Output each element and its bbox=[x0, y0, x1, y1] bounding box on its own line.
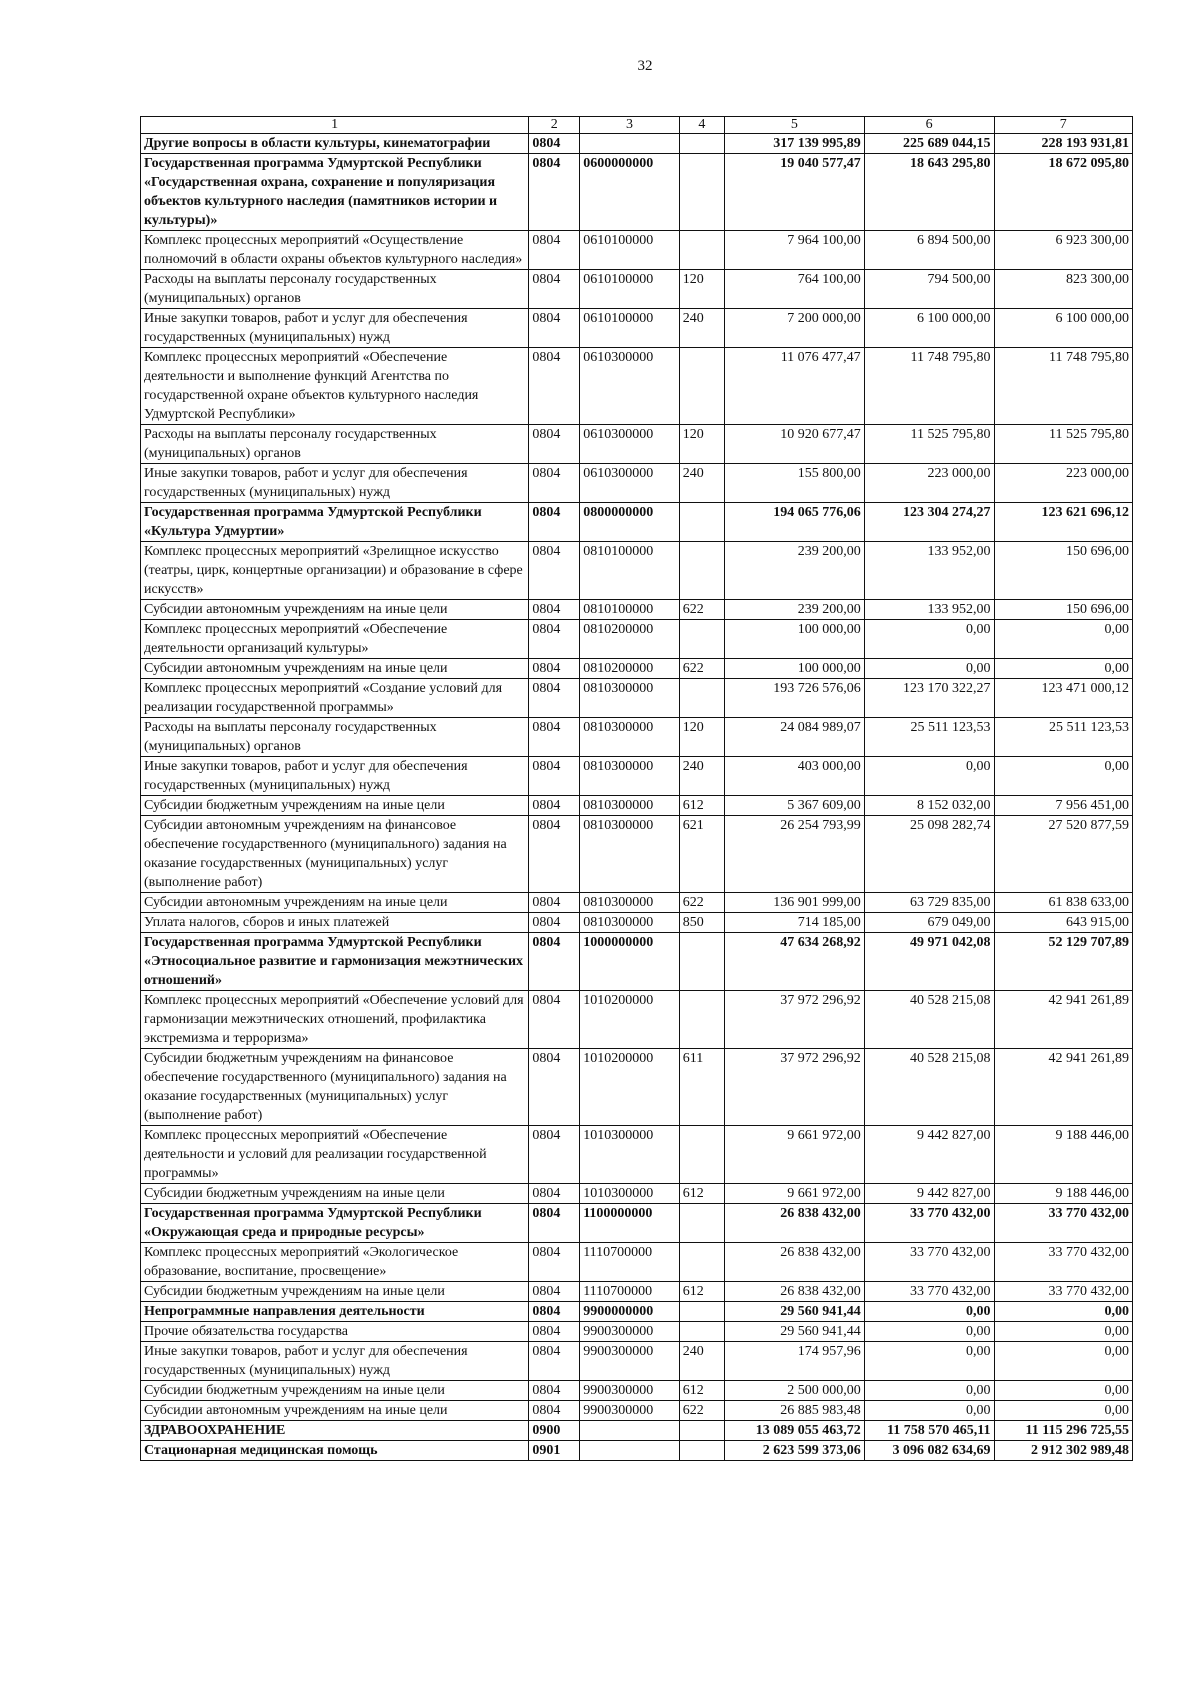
section-code: 0804 bbox=[529, 913, 580, 933]
amount-col5: 174 957,96 bbox=[725, 1342, 865, 1381]
expense-type-code: 120 bbox=[679, 718, 724, 757]
amount-col5: 26 254 793,99 bbox=[725, 816, 865, 893]
table-row bbox=[141, 348, 1133, 425]
amount-col5: 7 964 100,00 bbox=[725, 231, 865, 270]
table-row bbox=[141, 1401, 1133, 1421]
budget-table bbox=[140, 116, 1133, 1461]
amount-col7: 0,00 bbox=[994, 620, 1133, 659]
target-article-code: 9900300000 bbox=[580, 1381, 680, 1401]
amount-col6: 63 729 835,00 bbox=[864, 893, 994, 913]
amount-col6: 679 049,00 bbox=[864, 913, 994, 933]
section-code: 0804 bbox=[529, 1243, 580, 1282]
amount-col6: 0,00 bbox=[864, 620, 994, 659]
target-article-code: 1010200000 bbox=[580, 1049, 680, 1126]
section-code: 0804 bbox=[529, 309, 580, 348]
amount-col5: 403 000,00 bbox=[725, 757, 865, 796]
target-article-code: 0810200000 bbox=[580, 620, 680, 659]
expense-name: Комплекс процессных мероприятий «Создание условий для реализации государственной программы» bbox=[141, 679, 529, 718]
expense-name: Субсидии автономным учреждениям на иные цели bbox=[141, 600, 529, 620]
expense-type-code bbox=[679, 348, 724, 425]
expense-type-code bbox=[679, 231, 724, 270]
expense-name: Комплекс процессных мероприятий «Обеспечение деятельности и выполнение функций Агентства по государственной охране объектов культурного наследия Удмуртской Республики» bbox=[141, 348, 529, 425]
amount-col5: 155 800,00 bbox=[725, 464, 865, 503]
table-row bbox=[141, 1381, 1133, 1401]
table-row bbox=[141, 991, 1133, 1049]
section-code: 0804 bbox=[529, 1381, 580, 1401]
section-code: 0804 bbox=[529, 1049, 580, 1126]
amount-col5: 239 200,00 bbox=[725, 542, 865, 600]
table-row bbox=[141, 154, 1133, 231]
amount-col6: 40 528 215,08 bbox=[864, 991, 994, 1049]
expense-name: Иные закупки товаров, работ и услуг для обеспечения государственных (муниципальных) нужд bbox=[141, 757, 529, 796]
expense-name: Комплекс процессных мероприятий «Осуществление полномочий в области охраны объектов культурного наследия» bbox=[141, 231, 529, 270]
expense-type-code: 850 bbox=[679, 913, 724, 933]
expense-name: Стационарная медицинская помощь bbox=[141, 1441, 529, 1461]
expense-type-code bbox=[679, 542, 724, 600]
expense-type-code bbox=[679, 679, 724, 718]
expense-type-code bbox=[679, 933, 724, 991]
target-article-code: 0610300000 bbox=[580, 348, 680, 425]
table-row bbox=[141, 620, 1133, 659]
amount-col7: 0,00 bbox=[994, 1381, 1133, 1401]
amount-col6: 40 528 215,08 bbox=[864, 1049, 994, 1126]
expense-name: Субсидии автономным учреждениям на финансовое обеспечение государственного (муниципального) задания на оказание государственных (муниципальных) услуг (выполнение работ) bbox=[141, 816, 529, 893]
amount-col5: 26 838 432,00 bbox=[725, 1282, 865, 1302]
expense-name: Иные закупки товаров, работ и услуг для обеспечения государственных (муниципальных) нужд bbox=[141, 1342, 529, 1381]
amount-col7: 0,00 bbox=[994, 659, 1133, 679]
target-article-code bbox=[580, 1421, 680, 1441]
amount-col5: 19 040 577,47 bbox=[725, 154, 865, 231]
amount-col6: 8 152 032,00 bbox=[864, 796, 994, 816]
expense-type-code bbox=[679, 154, 724, 231]
section-code: 0804 bbox=[529, 1126, 580, 1184]
expense-name: Субсидии бюджетным учреждениям на иные цели bbox=[141, 1282, 529, 1302]
section-code: 0804 bbox=[529, 679, 580, 718]
table-row bbox=[141, 757, 1133, 796]
target-article-code: 9900000000 bbox=[580, 1302, 680, 1322]
table-row bbox=[141, 425, 1133, 464]
target-article-code: 0810100000 bbox=[580, 600, 680, 620]
table-row bbox=[141, 816, 1133, 893]
section-code: 0804 bbox=[529, 464, 580, 503]
table-row bbox=[141, 1282, 1133, 1302]
amount-col7: 7 956 451,00 bbox=[994, 796, 1133, 816]
table-row bbox=[141, 134, 1133, 154]
amount-col6: 25 098 282,74 bbox=[864, 816, 994, 893]
section-code: 0804 bbox=[529, 1342, 580, 1381]
expense-name: Комплекс процессных мероприятий «Зрелищное искусство (театры, цирк, концертные организации) и образование в сфере искусств» bbox=[141, 542, 529, 600]
expense-name: Расходы на выплаты персоналу государственных (муниципальных) органов bbox=[141, 425, 529, 464]
table-row bbox=[141, 231, 1133, 270]
amount-col7: 0,00 bbox=[994, 1302, 1133, 1322]
expense-type-code bbox=[679, 1126, 724, 1184]
expense-name: Субсидии бюджетным учреждениям на иные цели bbox=[141, 796, 529, 816]
section-code: 0804 bbox=[529, 542, 580, 600]
table-row bbox=[141, 1184, 1133, 1204]
amount-col7: 61 838 633,00 bbox=[994, 893, 1133, 913]
expense-name: Субсидии бюджетным учреждениям на финансовое обеспечение государственного (муниципального) задания на оказание государственных (муниципальных) услуг (выполнение работ) bbox=[141, 1049, 529, 1126]
section-code: 0804 bbox=[529, 503, 580, 542]
table-row bbox=[141, 464, 1133, 503]
amount-col6: 33 770 432,00 bbox=[864, 1282, 994, 1302]
amount-col7: 42 941 261,89 bbox=[994, 1049, 1133, 1126]
target-article-code: 1010200000 bbox=[580, 991, 680, 1049]
expense-type-code: 612 bbox=[679, 1184, 724, 1204]
section-code: 0804 bbox=[529, 1204, 580, 1243]
amount-col5: 136 901 999,00 bbox=[725, 893, 865, 913]
amount-col6: 0,00 bbox=[864, 1322, 994, 1342]
expense-type-code bbox=[679, 1243, 724, 1282]
expense-type-code: 621 bbox=[679, 816, 724, 893]
target-article-code: 0800000000 bbox=[580, 503, 680, 542]
expense-type-code: 622 bbox=[679, 1401, 724, 1421]
amount-col6: 49 971 042,08 bbox=[864, 933, 994, 991]
amount-col5: 7 200 000,00 bbox=[725, 309, 865, 348]
amount-col5: 11 076 477,47 bbox=[725, 348, 865, 425]
amount-col5: 764 100,00 bbox=[725, 270, 865, 309]
target-article-code: 0810300000 bbox=[580, 893, 680, 913]
section-code: 0804 bbox=[529, 1302, 580, 1322]
amount-col5: 239 200,00 bbox=[725, 600, 865, 620]
table-row bbox=[141, 503, 1133, 542]
amount-col5: 13 089 055 463,72 bbox=[725, 1421, 865, 1441]
table-row bbox=[141, 600, 1133, 620]
section-code: 0804 bbox=[529, 893, 580, 913]
amount-col7: 11 525 795,80 bbox=[994, 425, 1133, 464]
section-code: 0804 bbox=[529, 231, 580, 270]
target-article-code: 0810300000 bbox=[580, 796, 680, 816]
expense-type-code: 240 bbox=[679, 757, 724, 796]
expense-type-code bbox=[679, 1204, 724, 1243]
amount-col5: 100 000,00 bbox=[725, 659, 865, 679]
section-code: 0804 bbox=[529, 600, 580, 620]
amount-col6: 25 511 123,53 bbox=[864, 718, 994, 757]
target-article-code: 0810300000 bbox=[580, 913, 680, 933]
section-code: 0804 bbox=[529, 134, 580, 154]
column-number-row bbox=[141, 117, 1133, 134]
amount-col7: 9 188 446,00 bbox=[994, 1126, 1133, 1184]
table-row bbox=[141, 933, 1133, 991]
amount-col6: 794 500,00 bbox=[864, 270, 994, 309]
expense-name: Уплата налогов, сборов и иных платежей bbox=[141, 913, 529, 933]
expense-type-code bbox=[679, 1302, 724, 1322]
target-article-code: 1110700000 bbox=[580, 1243, 680, 1282]
amount-col6: 0,00 bbox=[864, 1342, 994, 1381]
amount-col5: 193 726 576,06 bbox=[725, 679, 865, 718]
column-number: 5 bbox=[725, 117, 865, 134]
amount-col6: 6 894 500,00 bbox=[864, 231, 994, 270]
section-code: 0900 bbox=[529, 1421, 580, 1441]
amount-col5: 37 972 296,92 bbox=[725, 991, 865, 1049]
amount-col7: 11 748 795,80 bbox=[994, 348, 1133, 425]
expense-name: Субсидии автономным учреждениям на иные цели bbox=[141, 659, 529, 679]
amount-col5: 26 838 432,00 bbox=[725, 1243, 865, 1282]
amount-col7: 823 300,00 bbox=[994, 270, 1133, 309]
target-article-code: 0810300000 bbox=[580, 679, 680, 718]
target-article-code: 0610300000 bbox=[580, 464, 680, 503]
table-row bbox=[141, 1302, 1133, 1322]
expense-name: Расходы на выплаты персоналу государственных (муниципальных) органов bbox=[141, 270, 529, 309]
column-number: 7 bbox=[994, 117, 1133, 134]
expense-name: Прочие обязательства государства bbox=[141, 1322, 529, 1342]
expense-name: Комплекс процессных мероприятий «Обеспечение деятельности и условий для реализации государственной программы» bbox=[141, 1126, 529, 1184]
amount-col7: 33 770 432,00 bbox=[994, 1243, 1133, 1282]
amount-col6: 0,00 bbox=[864, 1302, 994, 1322]
amount-col6: 11 758 570 465,11 bbox=[864, 1421, 994, 1441]
amount-col6: 123 170 322,27 bbox=[864, 679, 994, 718]
amount-col5: 714 185,00 bbox=[725, 913, 865, 933]
amount-col6: 33 770 432,00 bbox=[864, 1204, 994, 1243]
expense-type-code: 612 bbox=[679, 1381, 724, 1401]
table-row bbox=[141, 718, 1133, 757]
amount-col7: 6 100 000,00 bbox=[994, 309, 1133, 348]
expense-name: Иные закупки товаров, работ и услуг для обеспечения государственных (муниципальных) нужд bbox=[141, 464, 529, 503]
target-article-code bbox=[580, 1441, 680, 1461]
expense-name: ЗДРАВООХРАНЕНИЕ bbox=[141, 1421, 529, 1441]
table-row bbox=[141, 913, 1133, 933]
amount-col6: 0,00 bbox=[864, 757, 994, 796]
target-article-code: 0810100000 bbox=[580, 542, 680, 600]
expense-name: Иные закупки товаров, работ и услуг для обеспечения государственных (муниципальных) нужд bbox=[141, 309, 529, 348]
amount-col7: 150 696,00 bbox=[994, 600, 1133, 620]
amount-col6: 6 100 000,00 bbox=[864, 309, 994, 348]
target-article-code: 0610300000 bbox=[580, 425, 680, 464]
amount-col5: 37 972 296,92 bbox=[725, 1049, 865, 1126]
table-row bbox=[141, 1243, 1133, 1282]
target-article-code: 0810300000 bbox=[580, 757, 680, 796]
expense-name: Комплекс процессных мероприятий «Обеспечение деятельности организаций культуры» bbox=[141, 620, 529, 659]
amount-col7: 0,00 bbox=[994, 1342, 1133, 1381]
target-article-code: 9900300000 bbox=[580, 1401, 680, 1421]
amount-col5: 29 560 941,44 bbox=[725, 1322, 865, 1342]
amount-col7: 52 129 707,89 bbox=[994, 933, 1133, 991]
amount-col7: 223 000,00 bbox=[994, 464, 1133, 503]
expense-name: Непрограммные направления деятельности bbox=[141, 1302, 529, 1322]
table-row bbox=[141, 270, 1133, 309]
expense-type-code: 612 bbox=[679, 796, 724, 816]
section-code: 0804 bbox=[529, 1322, 580, 1342]
target-article-code: 0810200000 bbox=[580, 659, 680, 679]
expense-name: Государственная программа Удмуртской Республики «Культура Удмуртии» bbox=[141, 503, 529, 542]
target-article-code: 9900300000 bbox=[580, 1322, 680, 1342]
amount-col6: 133 952,00 bbox=[864, 600, 994, 620]
target-article-code: 0610100000 bbox=[580, 270, 680, 309]
section-code: 0804 bbox=[529, 991, 580, 1049]
section-code: 0804 bbox=[529, 1184, 580, 1204]
expense-type-code bbox=[679, 134, 724, 154]
section-code: 0804 bbox=[529, 425, 580, 464]
amount-col5: 317 139 995,89 bbox=[725, 134, 865, 154]
column-number: 4 bbox=[679, 117, 724, 134]
section-code: 0804 bbox=[529, 659, 580, 679]
expense-name: Комплекс процессных мероприятий «Обеспечение условий для гармонизации межэтнических отношений, профилактика экстремизма и терроризма» bbox=[141, 991, 529, 1049]
table-row bbox=[141, 796, 1133, 816]
expense-name: Субсидии бюджетным учреждениям на иные цели bbox=[141, 1381, 529, 1401]
amount-col7: 42 941 261,89 bbox=[994, 991, 1133, 1049]
column-number: 6 bbox=[864, 117, 994, 134]
amount-col7: 2 912 302 989,48 bbox=[994, 1441, 1133, 1461]
expense-type-code: 622 bbox=[679, 600, 724, 620]
target-article-code: 1110700000 bbox=[580, 1282, 680, 1302]
section-code: 0901 bbox=[529, 1441, 580, 1461]
amount-col7: 0,00 bbox=[994, 757, 1133, 796]
column-number: 1 bbox=[141, 117, 529, 134]
expense-name: Государственная программа Удмуртской Республики «Этносоциальное развитие и гармонизация межэтнических отношений» bbox=[141, 933, 529, 991]
expense-name: Расходы на выплаты персоналу государственных (муниципальных) органов bbox=[141, 718, 529, 757]
amount-col7: 11 115 296 725,55 bbox=[994, 1421, 1133, 1441]
table-row bbox=[141, 309, 1133, 348]
expense-name: Субсидии автономным учреждениям на иные цели bbox=[141, 1401, 529, 1421]
amount-col7: 0,00 bbox=[994, 1322, 1133, 1342]
table-row bbox=[141, 1049, 1133, 1126]
target-article-code: 1010300000 bbox=[580, 1184, 680, 1204]
table-row bbox=[141, 659, 1133, 679]
section-code: 0804 bbox=[529, 933, 580, 991]
amount-col7: 0,00 bbox=[994, 1401, 1133, 1421]
expense-type-code: 622 bbox=[679, 893, 724, 913]
amount-col6: 11 748 795,80 bbox=[864, 348, 994, 425]
table-row bbox=[141, 1322, 1133, 1342]
expense-type-code: 240 bbox=[679, 464, 724, 503]
expense-type-code bbox=[679, 1421, 724, 1441]
expense-name: Субсидии автономным учреждениям на иные цели bbox=[141, 893, 529, 913]
expense-type-code: 120 bbox=[679, 425, 724, 464]
section-code: 0804 bbox=[529, 154, 580, 231]
target-article-code: 1000000000 bbox=[580, 933, 680, 991]
table-row bbox=[141, 542, 1133, 600]
amount-col7: 18 672 095,80 bbox=[994, 154, 1133, 231]
expense-name: Государственная программа Удмуртской Республики «Окружающая среда и природные ресурсы» bbox=[141, 1204, 529, 1243]
amount-col6: 33 770 432,00 bbox=[864, 1243, 994, 1282]
amount-col5: 47 634 268,92 bbox=[725, 933, 865, 991]
target-article-code: 0810300000 bbox=[580, 718, 680, 757]
amount-col5: 194 065 776,06 bbox=[725, 503, 865, 542]
column-number: 2 bbox=[529, 117, 580, 134]
amount-col7: 27 520 877,59 bbox=[994, 816, 1133, 893]
amount-col5: 9 661 972,00 bbox=[725, 1126, 865, 1184]
expense-name: Субсидии бюджетным учреждениям на иные цели bbox=[141, 1184, 529, 1204]
amount-col7: 228 193 931,81 bbox=[994, 134, 1133, 154]
column-number: 3 bbox=[580, 117, 680, 134]
amount-col6: 3 096 082 634,69 bbox=[864, 1441, 994, 1461]
expense-type-code bbox=[679, 991, 724, 1049]
amount-col5: 100 000,00 bbox=[725, 620, 865, 659]
expense-type-code: 240 bbox=[679, 1342, 724, 1381]
section-code: 0804 bbox=[529, 796, 580, 816]
amount-col5: 26 885 983,48 bbox=[725, 1401, 865, 1421]
amount-col5: 26 838 432,00 bbox=[725, 1204, 865, 1243]
section-code: 0804 bbox=[529, 718, 580, 757]
table-row bbox=[141, 1421, 1133, 1441]
amount-col7: 33 770 432,00 bbox=[994, 1282, 1133, 1302]
expense-type-code: 611 bbox=[679, 1049, 724, 1126]
table-row bbox=[141, 1441, 1133, 1461]
section-code: 0804 bbox=[529, 757, 580, 796]
table-row bbox=[141, 1204, 1133, 1243]
amount-col6: 0,00 bbox=[864, 659, 994, 679]
expense-name: Государственная программа Удмуртской Республики «Государственная охрана, сохранение и популяризация объектов культурного наследия (памятников истории и культуры)» bbox=[141, 154, 529, 231]
amount-col5: 2 623 599 373,06 bbox=[725, 1441, 865, 1461]
amount-col5: 5 367 609,00 bbox=[725, 796, 865, 816]
target-article-code: 1010300000 bbox=[580, 1126, 680, 1184]
target-article-code: 0610100000 bbox=[580, 309, 680, 348]
expense-type-code bbox=[679, 1322, 724, 1342]
expense-type-code: 240 bbox=[679, 309, 724, 348]
target-article-code bbox=[580, 134, 680, 154]
amount-col7: 6 923 300,00 bbox=[994, 231, 1133, 270]
table-row bbox=[141, 679, 1133, 718]
amount-col6: 18 643 295,80 bbox=[864, 154, 994, 231]
expense-type-code: 120 bbox=[679, 270, 724, 309]
amount-col7: 9 188 446,00 bbox=[994, 1184, 1133, 1204]
target-article-code: 9900300000 bbox=[580, 1342, 680, 1381]
table-row bbox=[141, 1342, 1133, 1381]
section-code: 0804 bbox=[529, 1282, 580, 1302]
amount-col7: 643 915,00 bbox=[994, 913, 1133, 933]
amount-col6: 133 952,00 bbox=[864, 542, 994, 600]
section-code: 0804 bbox=[529, 816, 580, 893]
amount-col5: 9 661 972,00 bbox=[725, 1184, 865, 1204]
section-code: 0804 bbox=[529, 348, 580, 425]
target-article-code: 1100000000 bbox=[580, 1204, 680, 1243]
expense-type-code bbox=[679, 1441, 724, 1461]
amount-col6: 123 304 274,27 bbox=[864, 503, 994, 542]
amount-col7: 25 511 123,53 bbox=[994, 718, 1133, 757]
amount-col5: 29 560 941,44 bbox=[725, 1302, 865, 1322]
amount-col6: 9 442 827,00 bbox=[864, 1184, 994, 1204]
section-code: 0804 bbox=[529, 1401, 580, 1421]
expense-type-code: 612 bbox=[679, 1282, 724, 1302]
amount-col5: 10 920 677,47 bbox=[725, 425, 865, 464]
amount-col7: 123 621 696,12 bbox=[994, 503, 1133, 542]
expense-name: Комплекс процессных мероприятий «Экологическое образование, воспитание, просвещение» bbox=[141, 1243, 529, 1282]
section-code: 0804 bbox=[529, 620, 580, 659]
expense-type-code: 622 bbox=[679, 659, 724, 679]
amount-col6: 9 442 827,00 bbox=[864, 1126, 994, 1184]
amount-col6: 225 689 044,15 bbox=[864, 134, 994, 154]
section-code: 0804 bbox=[529, 270, 580, 309]
target-article-code: 0810300000 bbox=[580, 816, 680, 893]
amount-col5: 2 500 000,00 bbox=[725, 1381, 865, 1401]
amount-col6: 223 000,00 bbox=[864, 464, 994, 503]
target-article-code: 0610100000 bbox=[580, 231, 680, 270]
expense-type-code bbox=[679, 503, 724, 542]
amount-col7: 123 471 000,12 bbox=[994, 679, 1133, 718]
target-article-code: 0600000000 bbox=[580, 154, 680, 231]
amount-col6: 11 525 795,80 bbox=[864, 425, 994, 464]
expense-type-code bbox=[679, 620, 724, 659]
amount-col6: 0,00 bbox=[864, 1401, 994, 1421]
table-row bbox=[141, 893, 1133, 913]
amount-col6: 0,00 bbox=[864, 1381, 994, 1401]
amount-col7: 33 770 432,00 bbox=[994, 1204, 1133, 1243]
expense-name: Другие вопросы в области культуры, кинематографии bbox=[141, 134, 529, 154]
page-number: 32 bbox=[637, 58, 653, 74]
amount-col7: 150 696,00 bbox=[994, 542, 1133, 600]
amount-col5: 24 084 989,07 bbox=[725, 718, 865, 757]
table-row bbox=[141, 1126, 1133, 1184]
